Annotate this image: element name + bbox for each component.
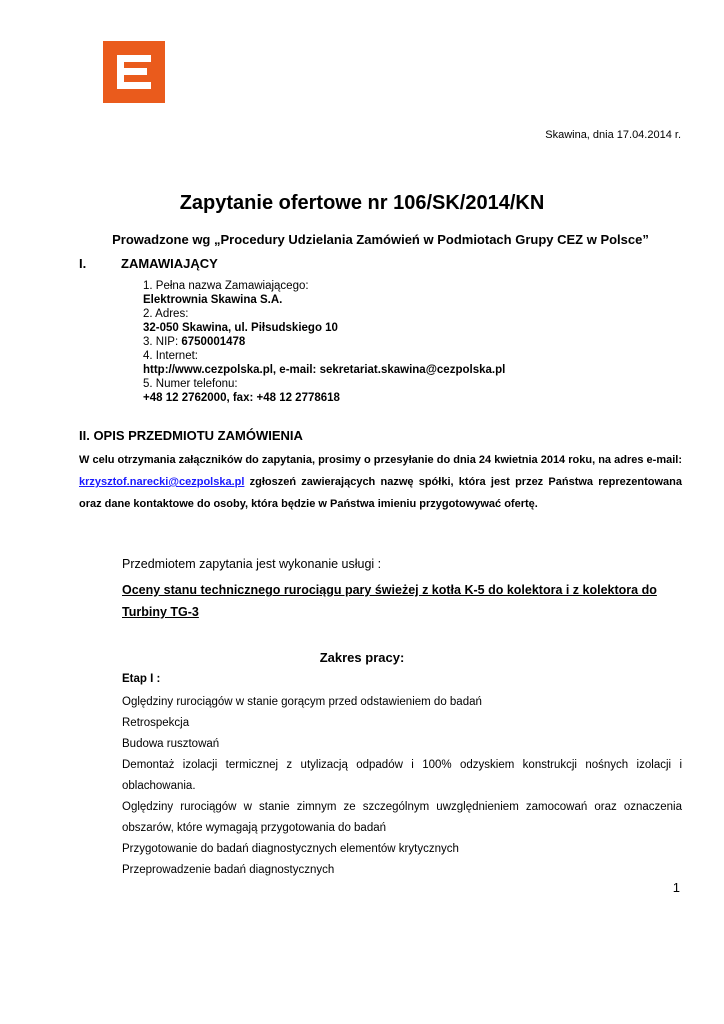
stage-label: Etap I : (122, 673, 161, 685)
task-list (122, 692, 682, 881)
service-title: Oceny stanu technicznego rurociągu pary świeżej z kotła K-5 do kolektora i z kolektora do Turbiny TG-3 (122, 583, 657, 619)
detail-value: 32-050 Skawina, ul. Piłsudskiego 10 (143, 322, 338, 334)
section-number: I. (79, 256, 87, 271)
task-item: Przygotowanie do badań diagnostycznych elementów krytycznych (122, 843, 459, 855)
task-item: Demontaż izolacji termicznej z utylizacją odpadów i 100% odzyskiem konstrukcji nośnych izolacji i oblachowania. (122, 759, 682, 792)
task-item: Przeprowadzenie badań diagnostycznych (122, 864, 335, 876)
subject-line: Przedmiotem zapytania jest wykonanie usługi : (122, 557, 382, 571)
detail-label: 4. Internet: (143, 350, 198, 362)
document-date: Skawina, dnia 17.04.2014 r. (545, 129, 681, 141)
page-title: Zapytanie ofertowe nr 106/SK/2014/KN (179, 192, 545, 214)
section-heading-ordering-party (79, 256, 218, 271)
detail-label: 3. NIP: (143, 336, 182, 348)
ordering-party-details (143, 279, 505, 405)
intro-paragraph (79, 449, 682, 515)
cez-logo-icon (103, 41, 165, 103)
intro-text-before: W celu otrzymania załączników do zapytania, prosimy o przesyłanie do dnia 24 kwietnia 2014 roku, na adres e-mail: (79, 454, 682, 466)
scope-heading: Zakres pracy: (319, 650, 405, 665)
task-item: Oględziny rurociągów w stanie gorącym przed odstawieniem do badań (122, 696, 482, 708)
detail-label: 2. Adres: (143, 308, 189, 320)
detail-value: +48 12 2762000, fax: +48 12 2778618 (143, 392, 340, 404)
contact-email-link[interactable]: krzysztof.narecki@cezpolska.pl (79, 476, 245, 488)
detail-value: http://www.cezpolska.pl, e-mail: sekretariat.skawina@cezpolska.pl (143, 364, 506, 376)
detail-value: 6750001478 (181, 336, 246, 348)
task-item: Oględziny rurociągów w stanie zimnym ze szczególnym uwzględnieniem zamocowań oraz oznaczenia obszarów, które wymagają przygotowania do badań (122, 801, 682, 834)
intro-text-after: zgłoszeń zawierających nazwę spółki, która jest przez Państwa reprezentowana oraz dane kontaktowe do osoby, która będzie w Państwa imieniu przygotowywać ofertę. (79, 476, 682, 510)
section-heading-description: II. OPIS PRZEDMIOTU ZAMÓWIENIA (79, 428, 303, 443)
page-subtitle: Prowadzone wg „Procedury Udzielania Zamówień w Podmiotach Grupy CEZ w Polsce” (112, 232, 649, 247)
task-item: Retrospekcja (122, 717, 190, 729)
detail-row (143, 335, 505, 349)
detail-value: Elektrownia Skawina S.A. (143, 294, 283, 306)
page-number: 1 (672, 880, 680, 895)
task-item: Budowa rusztowań (122, 738, 220, 750)
detail-label: 5. Numer telefonu: (143, 378, 238, 390)
detail-label: 1. Pełna nazwa Zamawiającego: (143, 280, 309, 292)
section-title: ZAMAWIAJĄCY (121, 256, 218, 271)
